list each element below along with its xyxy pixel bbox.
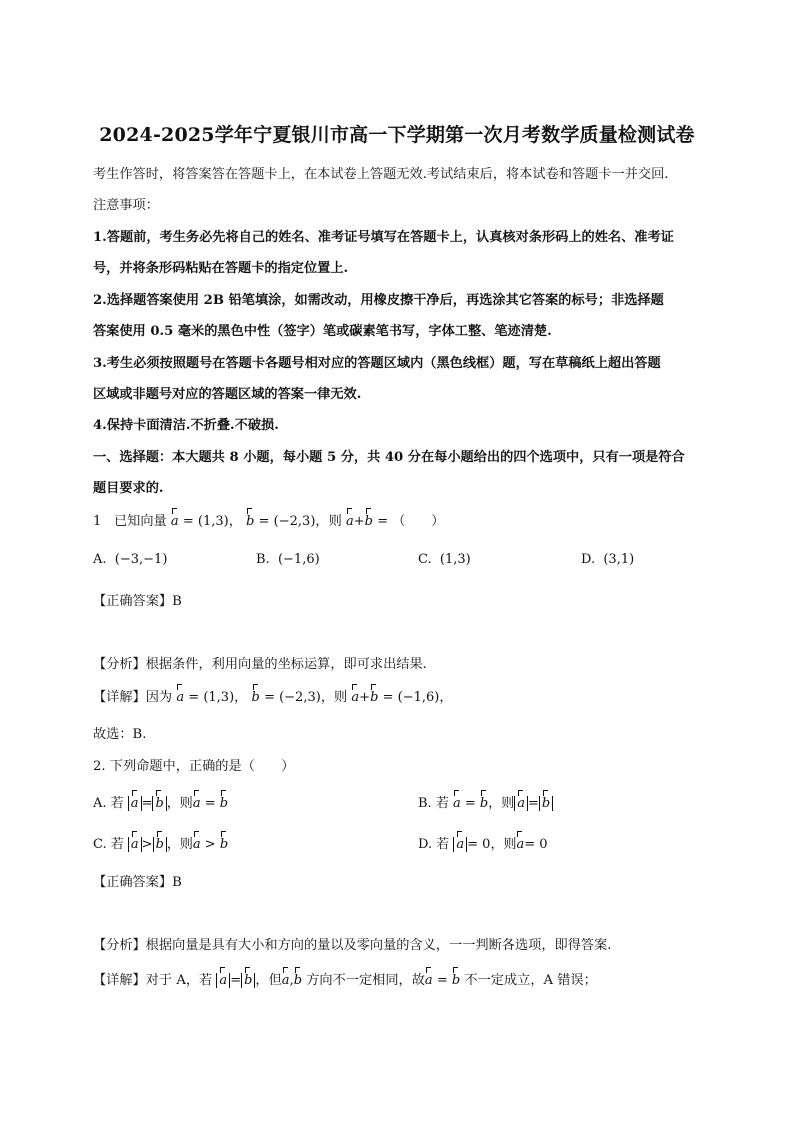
rule-line: 3.考生必须按照题号在答题卡各题号相对应的答题区域内（黑色线框）题，写在草稿纸上超出答题 <box>93 356 661 371</box>
vector-b: b <box>370 690 379 705</box>
analysis-text: 【分析】根据向量是具有大小和方向的量以及零向量的含义，一一判断各选项，即得答案. <box>93 938 612 953</box>
section-heading: 题目要求的. <box>93 481 164 496</box>
question-text: 已知向量 <box>113 514 167 529</box>
option-a: A. 若 a = b ，则a = b <box>93 796 229 811</box>
rule-line: 2.选择题答案使用 2B 铅笔填涂，如需改动，用橡皮擦干净后，再选涂其它答案的标号；非选择题 <box>93 293 664 308</box>
vector-b: b <box>251 690 260 705</box>
vector-b: b <box>246 514 255 529</box>
vector-a: a <box>176 690 185 705</box>
question-blank: = （ ） <box>377 514 445 529</box>
rule-line: 答案使用 0.5 毫米的黑色中性（签字）笔或碳素笔书写，字体工整、笔迹清楚. <box>93 324 552 339</box>
section-heading: 一、选择题：本大题共 8 小题，每小题 5 分，共 40 分在每小题给出的四个选项中，只有一项是符合 <box>93 450 685 465</box>
conclusion-text: 故选：B. <box>93 727 147 742</box>
rule-line: 4.保持卡面清洁.不折叠.不破损. <box>93 418 279 433</box>
answer-label: 【正确答案】B <box>93 594 182 609</box>
detail-text: 【详解】对于 A，若 a = b ，但a,b 方向不一定相同，故a = b 不一定成立，A 错误； <box>93 973 597 988</box>
option-d: D. (3,1) <box>581 552 635 567</box>
question-number: 1 <box>93 514 102 529</box>
question-2-stem: 2. 下列命题中，正确的是（ ） <box>93 759 295 774</box>
vector-a: a <box>351 690 360 705</box>
option-c: C. 若 a > b ，则a > b <box>93 837 229 852</box>
option-b: B. (−1,6) <box>256 552 320 567</box>
rule-line: 区域或非题号对应的答题区域的答案一律无效. <box>93 387 362 402</box>
notice-heading: 注意事项： <box>93 198 159 213</box>
option-d: D. 若 a = 0，则a= 0 <box>418 837 548 852</box>
rule-line: 号，并将条形码粘贴在答题卡的指定位置上. <box>93 261 349 276</box>
vector-b-value: = (−2,3) <box>258 514 316 529</box>
option-a: A. (−3,−1) <box>93 552 168 567</box>
vector-a: a <box>345 514 354 529</box>
vector-a: a <box>170 514 179 529</box>
vector-b: b <box>364 514 373 529</box>
analysis-text: 【分析】根据条件，利用向量的坐标运算，即可求出结果. <box>93 657 427 672</box>
answer-label: 【正确答案】B <box>93 875 182 890</box>
intro-text: 考生作答时，将答案答在答题卡上，在本试卷上答题无效.考试结束后，将本试卷和答题卡一并交回. <box>93 167 669 182</box>
question-1-stem: 1 已知向量 a = (1,3)， b = (−2,3)，则 a+b = （ ） <box>93 514 445 529</box>
page-title: 2024-2025学年宁夏银川市高一下学期第一次月考数学质量检测试卷 <box>99 124 695 146</box>
rule-line: 1.答题前，考生务必先将自己的姓名、准考证号填写在答题卡上，认真核对条形码上的姓名、准考证 <box>93 230 674 245</box>
option-b: B. 若 a = b，则 a = b <box>418 792 553 811</box>
detail-text: 【详解】因为 a = (1,3)， b = (−2,3)，则 a+b = (−1,6)， <box>93 690 453 705</box>
vector-a-value: = (1,3) <box>182 514 229 529</box>
option-c: C. (1,3) <box>418 552 471 567</box>
